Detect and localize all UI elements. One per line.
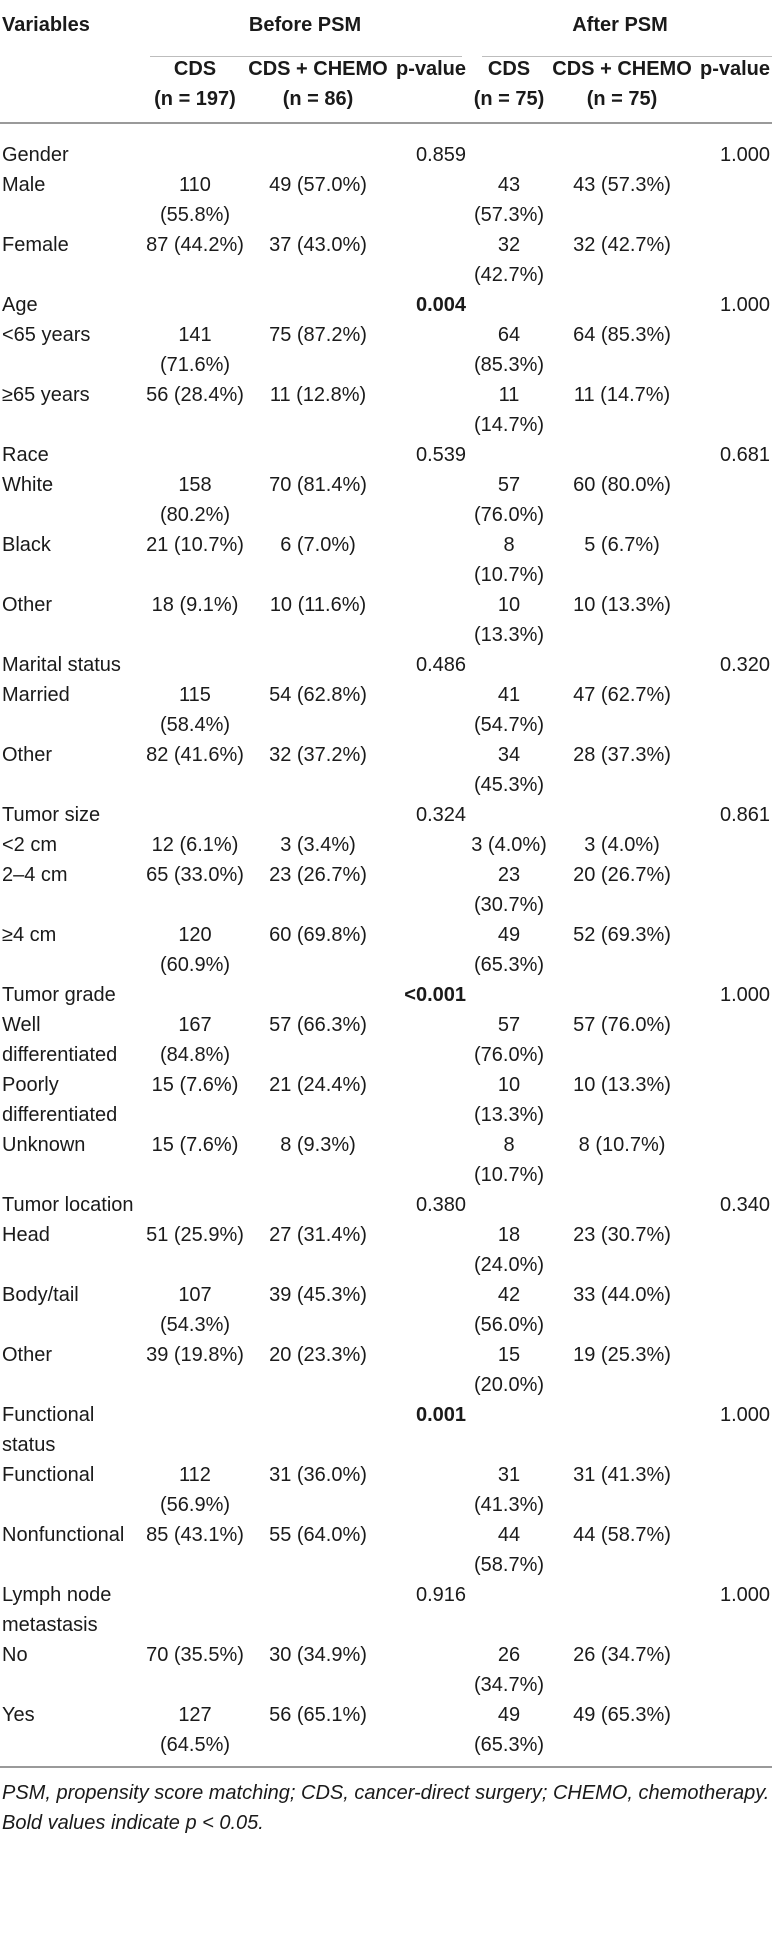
table-row bbox=[0, 1010, 772, 1070]
cell-a1 bbox=[468, 440, 550, 470]
cell-a1: 57 (76.0%) bbox=[474, 1014, 545, 1066]
cell-a1: 26 (34.7%) bbox=[474, 1644, 545, 1696]
cell-ap: 1.000 bbox=[719, 1584, 771, 1606]
cell-b1 bbox=[142, 650, 248, 680]
cell-ap bbox=[694, 170, 772, 230]
table-row bbox=[0, 1520, 772, 1580]
cell-label: Tumor size bbox=[2, 804, 101, 826]
cell-ap bbox=[694, 380, 772, 440]
cell-a2 bbox=[550, 440, 694, 470]
cell-label: Poorly differentiated bbox=[2, 1074, 118, 1126]
p-before-header: p-value bbox=[396, 58, 467, 80]
table-row bbox=[0, 140, 772, 170]
cell-b1 bbox=[142, 1190, 248, 1220]
cell-a1 bbox=[468, 650, 550, 680]
cell-a2: 49 (65.3%) bbox=[573, 1704, 671, 1726]
cell-ap bbox=[694, 1220, 772, 1280]
cell-b1: 39 (19.8%) bbox=[146, 1344, 244, 1366]
cell-a2: 60 (80.0%) bbox=[573, 474, 671, 496]
cell-label: Well differentiated bbox=[2, 1014, 118, 1066]
cell-label: Unknown bbox=[2, 1134, 86, 1156]
cell-b2: 6 (7.0%) bbox=[280, 534, 356, 556]
cell-b2: 3 (3.4%) bbox=[280, 834, 356, 856]
cell-ap: 0.320 bbox=[719, 654, 771, 676]
cell-a1: 49 (65.3%) bbox=[474, 1704, 545, 1756]
cell-a1: 57 (76.0%) bbox=[474, 474, 545, 526]
p-after-header: p-value bbox=[700, 58, 771, 80]
cell-a2: 23 (30.7%) bbox=[573, 1224, 671, 1246]
cell-b1: 167 (84.8%) bbox=[159, 1014, 231, 1066]
cell-bp bbox=[388, 230, 468, 290]
chemo-before-n: (n = 86) bbox=[282, 88, 354, 110]
cell-b2 bbox=[248, 1400, 388, 1460]
table-row bbox=[0, 530, 772, 590]
cell-a2: 3 (4.0%) bbox=[584, 834, 660, 856]
cell-bp: 0.001 bbox=[415, 1404, 467, 1426]
cell-bp bbox=[388, 1700, 468, 1767]
chemo-before-header: CDS + CHEMO (n = 86) bbox=[248, 58, 388, 110]
cell-a2 bbox=[550, 980, 694, 1010]
table-row bbox=[0, 1070, 772, 1130]
cell-a2: 57 (76.0%) bbox=[573, 1014, 671, 1036]
cell-label: Married bbox=[2, 684, 70, 706]
cell-bp bbox=[388, 1640, 468, 1700]
cell-b1: 70 (35.5%) bbox=[146, 1644, 244, 1666]
cell-b2: 27 (31.4%) bbox=[269, 1224, 367, 1246]
footnote bbox=[0, 1767, 772, 1838]
cell-ap bbox=[694, 740, 772, 800]
cell-bp bbox=[388, 740, 468, 800]
cell-b2: 56 (65.1%) bbox=[269, 1704, 367, 1726]
cell-a2 bbox=[550, 800, 694, 830]
cell-bp: <0.001 bbox=[404, 984, 467, 1006]
cell-ap: 0.340 bbox=[719, 1194, 771, 1216]
spacer-row bbox=[0, 123, 772, 140]
cell-label: Race bbox=[2, 444, 49, 466]
cell-ap bbox=[694, 1520, 772, 1580]
cell-bp: 0.916 bbox=[415, 1584, 467, 1606]
cds-before-n: (n = 197) bbox=[154, 88, 236, 110]
cell-label: Functional bbox=[2, 1464, 95, 1486]
cell-label: Yes bbox=[2, 1704, 35, 1726]
cell-label: Marital status bbox=[2, 654, 121, 676]
cell-a1: 8 (10.7%) bbox=[474, 534, 545, 586]
cell-label: Black bbox=[2, 534, 51, 556]
cell-ap bbox=[694, 1010, 772, 1070]
cell-b1: 158 (80.2%) bbox=[159, 474, 231, 526]
cell-ap bbox=[694, 1700, 772, 1767]
cell-ap bbox=[694, 920, 772, 980]
cell-bp: 0.324 bbox=[415, 804, 467, 826]
cell-ap bbox=[694, 1340, 772, 1400]
cell-label: Tumor grade bbox=[2, 984, 116, 1006]
cell-b1: 12 (6.1%) bbox=[151, 834, 239, 856]
cell-b2: 39 (45.3%) bbox=[269, 1284, 367, 1306]
cell-b1: 115 (58.4%) bbox=[159, 684, 231, 736]
cell-bp bbox=[388, 530, 468, 590]
table-row bbox=[0, 1400, 772, 1460]
table-row bbox=[0, 320, 772, 380]
cell-b2: 75 (87.2%) bbox=[269, 324, 367, 346]
table-row bbox=[0, 1280, 772, 1340]
cell-ap bbox=[694, 1070, 772, 1130]
cell-b1: 21 (10.7%) bbox=[146, 534, 244, 556]
cell-a2: 44 (58.7%) bbox=[573, 1524, 671, 1546]
cell-label: 2–4 cm bbox=[2, 864, 68, 886]
table-row bbox=[0, 1190, 772, 1220]
cell-b1 bbox=[142, 290, 248, 320]
cell-a2: 8 (10.7%) bbox=[578, 1134, 666, 1156]
cell-b2 bbox=[248, 140, 388, 170]
cell-a2: 5 (6.7%) bbox=[584, 534, 660, 556]
cell-a2: 19 (25.3%) bbox=[573, 1344, 671, 1366]
cell-a2: 31 (41.3%) bbox=[573, 1464, 671, 1486]
cell-b2: 31 (36.0%) bbox=[269, 1464, 367, 1486]
cell-label: White bbox=[2, 474, 54, 496]
cell-label: ≥4 cm bbox=[2, 924, 57, 946]
cell-a1: 42 (56.0%) bbox=[474, 1284, 545, 1336]
cell-b1: 87 (44.2%) bbox=[146, 234, 244, 256]
footnote-line-1: PSM, propensity score matching; CDS, cancer-direct surgery; CHEMO, chemotherapy. bbox=[2, 1782, 770, 1804]
cell-a2: 32 (42.7%) bbox=[573, 234, 671, 256]
cell-bp: 0.539 bbox=[415, 444, 467, 466]
cell-a1: 18 (24.0%) bbox=[474, 1224, 545, 1276]
table-row bbox=[0, 1130, 772, 1190]
after-psm-rule bbox=[482, 56, 772, 57]
before-psm-header: Before PSM bbox=[248, 14, 362, 36]
cell-ap bbox=[694, 1640, 772, 1700]
cell-a1: 3 (4.0%) bbox=[471, 834, 547, 856]
table-row bbox=[0, 680, 772, 740]
chemo-after-header: CDS + CHEMO (n = 75) bbox=[552, 58, 692, 110]
cell-a1: 64 (85.3%) bbox=[474, 324, 545, 376]
cell-b1: 15 (7.6%) bbox=[151, 1134, 239, 1156]
cell-ap bbox=[694, 830, 772, 860]
cell-a1: 10 (13.3%) bbox=[474, 1074, 545, 1126]
cell-b1: 82 (41.6%) bbox=[146, 744, 244, 766]
footnote-row bbox=[0, 1767, 772, 1838]
table-row bbox=[0, 380, 772, 440]
cell-ap bbox=[694, 1280, 772, 1340]
cell-a2: 28 (37.3%) bbox=[573, 744, 671, 766]
cell-bp bbox=[388, 1280, 468, 1340]
table-row bbox=[0, 1640, 772, 1700]
cell-b1: 51 (25.9%) bbox=[146, 1224, 244, 1246]
cell-b1 bbox=[142, 1400, 248, 1460]
header-row-groups bbox=[0, 0, 772, 44]
cell-label: Female bbox=[2, 234, 69, 256]
table-row bbox=[0, 860, 772, 920]
after-psm-header: After PSM bbox=[572, 14, 668, 36]
cell-bp bbox=[388, 590, 468, 650]
cell-a1: 8 (10.7%) bbox=[474, 1134, 545, 1186]
cell-b2 bbox=[248, 1580, 388, 1640]
table-row bbox=[0, 290, 772, 320]
cell-b1: 110 (55.8%) bbox=[159, 174, 231, 226]
cell-label: Body/tail bbox=[2, 1284, 79, 1306]
cell-bp bbox=[388, 170, 468, 230]
cell-ap bbox=[694, 1130, 772, 1190]
cell-b1: 65 (33.0%) bbox=[146, 864, 244, 886]
cell-ap bbox=[694, 230, 772, 290]
cell-bp bbox=[388, 830, 468, 860]
cell-b2: 49 (57.0%) bbox=[269, 174, 367, 196]
cell-b2: 30 (34.9%) bbox=[269, 1644, 367, 1666]
cell-bp bbox=[388, 320, 468, 380]
cell-a2: 26 (34.7%) bbox=[573, 1644, 671, 1666]
cell-bp bbox=[388, 1340, 468, 1400]
cell-a1 bbox=[468, 800, 550, 830]
cell-b2 bbox=[248, 980, 388, 1010]
cell-a1: 34 (45.3%) bbox=[474, 744, 545, 796]
cell-label: Age bbox=[2, 294, 38, 316]
cell-label: <2 cm bbox=[2, 834, 58, 856]
table-row bbox=[0, 440, 772, 470]
cell-b2 bbox=[248, 650, 388, 680]
cell-b2: 54 (62.8%) bbox=[269, 684, 367, 706]
cell-a1 bbox=[468, 140, 550, 170]
cell-ap: 1.000 bbox=[719, 144, 771, 166]
before-psm-rule bbox=[150, 56, 462, 57]
cell-ap: 1.000 bbox=[719, 984, 771, 1006]
cell-bp bbox=[388, 1070, 468, 1130]
cell-a2: 64 (85.3%) bbox=[573, 324, 671, 346]
cell-a2: 10 (13.3%) bbox=[573, 594, 671, 616]
table-row bbox=[0, 1220, 772, 1280]
cell-a2: 33 (44.0%) bbox=[573, 1284, 671, 1306]
cell-a1 bbox=[468, 1400, 550, 1460]
cell-a2 bbox=[550, 290, 694, 320]
cell-label: Nonfunctional bbox=[2, 1524, 125, 1546]
cell-b1: 15 (7.6%) bbox=[151, 1074, 239, 1096]
cell-ap: 1.000 bbox=[719, 1404, 771, 1426]
cell-b1: 18 (9.1%) bbox=[151, 594, 239, 616]
table-row bbox=[0, 980, 772, 1010]
table-row bbox=[0, 230, 772, 290]
cell-b2: 10 (11.6%) bbox=[269, 594, 367, 616]
cell-a2: 52 (69.3%) bbox=[573, 924, 671, 946]
cell-a2: 20 (26.7%) bbox=[573, 864, 671, 886]
cell-bp bbox=[388, 1010, 468, 1070]
cell-b2: 57 (66.3%) bbox=[269, 1014, 367, 1036]
blank-header bbox=[0, 44, 142, 123]
cell-label: Head bbox=[2, 1224, 50, 1246]
cell-label: Gender bbox=[2, 144, 69, 166]
cell-a2: 47 (62.7%) bbox=[573, 684, 671, 706]
table-row bbox=[0, 1460, 772, 1520]
cell-ap: 0.681 bbox=[719, 444, 771, 466]
cell-b1 bbox=[142, 440, 248, 470]
cds-before-header: CDS (n = 197) bbox=[154, 58, 236, 110]
cell-bp bbox=[388, 470, 468, 530]
cell-ap: 1.000 bbox=[719, 294, 771, 316]
cell-label: No bbox=[2, 1644, 28, 1666]
cell-a1: 10 (13.3%) bbox=[474, 594, 545, 646]
cell-ap bbox=[694, 530, 772, 590]
cell-bp bbox=[388, 860, 468, 920]
cell-label: <65 years bbox=[2, 324, 91, 346]
cell-bp bbox=[388, 1460, 468, 1520]
cell-label: Other bbox=[2, 744, 53, 766]
cell-b1: 112 (56.9%) bbox=[159, 1464, 231, 1516]
chemo-after-n: (n = 75) bbox=[586, 88, 658, 110]
cell-ap: 0.861 bbox=[719, 804, 771, 826]
cell-b1: 107 (54.3%) bbox=[159, 1284, 231, 1336]
cell-a1: 15 (20.0%) bbox=[474, 1344, 545, 1396]
variables-header: Variables bbox=[2, 14, 90, 36]
cell-a1: 41 (54.7%) bbox=[474, 684, 545, 736]
cell-a1: 11 (14.7%) bbox=[474, 384, 545, 436]
cell-b2: 21 (24.4%) bbox=[269, 1074, 367, 1096]
cds-after-n: (n = 75) bbox=[473, 88, 545, 110]
cell-bp bbox=[388, 1520, 468, 1580]
cell-b2: 23 (26.7%) bbox=[269, 864, 367, 886]
cell-b2: 60 (69.8%) bbox=[269, 924, 367, 946]
cell-bp: 0.859 bbox=[415, 144, 467, 166]
cell-a1 bbox=[468, 1580, 550, 1640]
cell-label: Male bbox=[2, 174, 46, 196]
cell-ap bbox=[694, 860, 772, 920]
cell-b2 bbox=[248, 1190, 388, 1220]
cell-b2: 20 (23.3%) bbox=[269, 1344, 367, 1366]
cell-a1 bbox=[468, 290, 550, 320]
cell-b2: 55 (64.0%) bbox=[269, 1524, 367, 1546]
cell-ap bbox=[694, 320, 772, 380]
table-row bbox=[0, 920, 772, 980]
cell-b1 bbox=[142, 980, 248, 1010]
cell-label: Other bbox=[2, 1344, 53, 1366]
cell-bp bbox=[388, 680, 468, 740]
cell-b2 bbox=[248, 440, 388, 470]
cell-a1: 43 (57.3%) bbox=[474, 174, 545, 226]
cell-bp: 0.380 bbox=[415, 1194, 467, 1216]
cell-a2: 11 (14.7%) bbox=[573, 384, 671, 406]
cell-bp: 0.004 bbox=[415, 294, 467, 316]
cell-b2: 11 (12.8%) bbox=[269, 384, 367, 406]
cell-label: Other bbox=[2, 594, 53, 616]
cell-a2 bbox=[550, 650, 694, 680]
table-row bbox=[0, 1700, 772, 1767]
cell-a2 bbox=[550, 1580, 694, 1640]
table-row bbox=[0, 830, 772, 860]
cell-a1: 44 (58.7%) bbox=[474, 1524, 545, 1576]
cell-a2 bbox=[550, 1190, 694, 1220]
table-row bbox=[0, 1580, 772, 1640]
cell-a1 bbox=[468, 1190, 550, 1220]
cell-a2: 10 (13.3%) bbox=[573, 1074, 671, 1096]
cell-label: Lymph node metastasis bbox=[2, 1584, 112, 1636]
table-row bbox=[0, 740, 772, 800]
table-row bbox=[0, 800, 772, 830]
cell-b1: 85 (43.1%) bbox=[146, 1524, 244, 1546]
cell-ap bbox=[694, 1460, 772, 1520]
cell-b1: 127 (64.5%) bbox=[159, 1704, 231, 1756]
cell-a1: 31 (41.3%) bbox=[474, 1464, 545, 1516]
table-row bbox=[0, 590, 772, 650]
cell-b2 bbox=[248, 290, 388, 320]
cell-a2 bbox=[550, 1400, 694, 1460]
cell-b2: 8 (9.3%) bbox=[280, 1134, 356, 1156]
cell-b2: 70 (81.4%) bbox=[269, 474, 367, 496]
cell-b1: 141 (71.6%) bbox=[159, 324, 231, 376]
cell-a1 bbox=[468, 980, 550, 1010]
table-row bbox=[0, 1340, 772, 1400]
cell-ap bbox=[694, 590, 772, 650]
cell-b2: 32 (37.2%) bbox=[269, 744, 367, 766]
cell-bp: 0.486 bbox=[415, 654, 467, 676]
cell-b1 bbox=[142, 140, 248, 170]
cell-a2: 43 (57.3%) bbox=[573, 174, 671, 196]
cell-a1: 32 (42.7%) bbox=[474, 234, 545, 286]
cell-ap bbox=[694, 680, 772, 740]
table-row bbox=[0, 650, 772, 680]
cell-label: Functional status bbox=[2, 1404, 95, 1456]
cell-b2 bbox=[248, 800, 388, 830]
cell-b1 bbox=[142, 800, 248, 830]
cell-b1: 120 (60.9%) bbox=[159, 924, 231, 976]
cell-ap bbox=[694, 470, 772, 530]
cell-b2: 37 (43.0%) bbox=[269, 234, 367, 256]
table-row bbox=[0, 170, 772, 230]
cell-bp bbox=[388, 1220, 468, 1280]
cell-a2 bbox=[550, 140, 694, 170]
cell-label: Tumor location bbox=[2, 1194, 134, 1216]
cell-a1: 49 (65.3%) bbox=[474, 924, 545, 976]
cell-label: ≥65 years bbox=[2, 384, 90, 406]
cell-bp bbox=[388, 920, 468, 980]
cds-after-header: CDS (n = 75) bbox=[473, 58, 545, 110]
cell-b1 bbox=[142, 1580, 248, 1640]
cell-bp bbox=[388, 1130, 468, 1190]
footnote-line-2: Bold values indicate p < 0.05. bbox=[2, 1812, 264, 1834]
cell-b1: 56 (28.4%) bbox=[146, 384, 244, 406]
table-row bbox=[0, 470, 772, 530]
cell-bp bbox=[388, 380, 468, 440]
cell-a1: 23 (30.7%) bbox=[474, 864, 545, 916]
